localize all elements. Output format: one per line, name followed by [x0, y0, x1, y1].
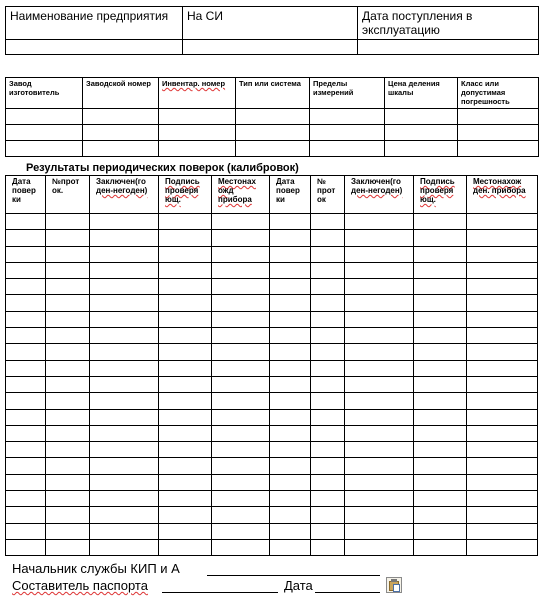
table-cell[interactable] [311, 409, 345, 425]
table-cell[interactable] [345, 311, 414, 327]
table-cell[interactable] [159, 507, 212, 523]
commission-date-cell: Дата поступления в эксплуатацию [358, 7, 539, 40]
table-cell[interactable] [212, 523, 270, 539]
table-cell[interactable] [467, 491, 538, 507]
results-section-title: Результаты периодических поверок (калибровок) [26, 162, 299, 174]
table-cell[interactable] [212, 344, 270, 360]
table-row [6, 393, 538, 409]
table-cell[interactable] [270, 474, 311, 490]
table-cell[interactable] [467, 262, 538, 278]
table-cell[interactable] [159, 425, 212, 441]
table-cell[interactable] [90, 311, 159, 327]
table-cell[interactable] [159, 376, 212, 392]
table-cell[interactable] [212, 409, 270, 425]
table-cell[interactable] [345, 523, 414, 539]
table-cell[interactable] [90, 214, 159, 230]
table-cell[interactable] [345, 474, 414, 490]
table-cell[interactable] [90, 458, 159, 474]
table-cell[interactable] [46, 539, 90, 555]
table-cell[interactable] [345, 230, 414, 246]
table-cell[interactable] [212, 539, 270, 555]
table-cell[interactable] [311, 344, 345, 360]
table-cell[interactable] [46, 230, 90, 246]
table-cell[interactable] [212, 262, 270, 278]
table-cell[interactable] [414, 491, 467, 507]
table-cell[interactable] [270, 425, 311, 441]
table-cell[interactable] [345, 328, 414, 344]
table-cell[interactable] [159, 295, 212, 311]
table-cell[interactable] [90, 360, 159, 376]
table-cell[interactable] [311, 539, 345, 555]
table-row [6, 125, 539, 141]
table-cell[interactable] [159, 230, 212, 246]
table-cell[interactable] [212, 458, 270, 474]
table-cell[interactable] [345, 425, 414, 441]
table-cell[interactable] [345, 491, 414, 507]
table-cell[interactable] [46, 311, 90, 327]
table-cell[interactable] [270, 376, 311, 392]
table-cell[interactable] [345, 442, 414, 458]
table-cell[interactable] [311, 523, 345, 539]
type-header: Тип или система [236, 78, 310, 109]
table-row [6, 109, 539, 125]
table-cell[interactable] [90, 262, 159, 278]
results-header-row [6, 176, 538, 214]
table-cell[interactable] [212, 393, 270, 409]
table-cell[interactable] [467, 311, 538, 327]
table-cell[interactable] [414, 246, 467, 262]
table-cell[interactable] [6, 344, 46, 360]
table-cell[interactable] [270, 311, 311, 327]
table-cell[interactable] [212, 491, 270, 507]
table-cell[interactable] [414, 360, 467, 376]
table-cell[interactable] [90, 393, 159, 409]
table-cell[interactable] [159, 523, 212, 539]
table-row [6, 409, 538, 425]
accuracy-class-header: Класс или допустимая погрешность [458, 78, 539, 109]
table-cell[interactable] [467, 425, 538, 441]
table-cell[interactable] [212, 230, 270, 246]
enterprise-name-cell: Наименование предприятия [6, 7, 183, 40]
table-cell[interactable] [311, 214, 345, 230]
table-row [6, 230, 538, 246]
table-cell[interactable] [345, 507, 414, 523]
table-cell[interactable] [212, 311, 270, 327]
table-cell[interactable] [46, 393, 90, 409]
table-row [6, 491, 538, 507]
table-cell[interactable] [159, 360, 212, 376]
table-cell[interactable] [212, 214, 270, 230]
table-cell[interactable] [467, 279, 538, 295]
table-cell[interactable] [6, 425, 46, 441]
table-cell[interactable] [311, 393, 345, 409]
table-cell[interactable] [90, 507, 159, 523]
results-table [5, 175, 538, 556]
table-cell[interactable] [414, 295, 467, 311]
table-cell[interactable] [46, 328, 90, 344]
table-cell[interactable] [311, 474, 345, 490]
table-cell[interactable] [270, 262, 311, 278]
check-date-header-2: Дата повер ки [270, 176, 311, 214]
table-cell[interactable] [212, 295, 270, 311]
table-cell[interactable] [467, 328, 538, 344]
table-cell[interactable] [159, 458, 212, 474]
table-cell[interactable] [212, 246, 270, 262]
table-cell[interactable] [270, 360, 311, 376]
table-cell[interactable] [414, 376, 467, 392]
table-cell[interactable] [467, 507, 538, 523]
inspector-signature-header-2: Подпись проверя ющ. [414, 176, 467, 214]
table-cell[interactable] [467, 246, 538, 262]
table-cell[interactable] [6, 279, 46, 295]
table-row [6, 442, 538, 458]
table-cell[interactable] [345, 393, 414, 409]
manufacturer-header: Завод изготовитель [6, 78, 83, 109]
table-cell[interactable] [159, 344, 212, 360]
kip-head-signature-line[interactable] [207, 575, 380, 576]
table-cell[interactable] [46, 491, 90, 507]
table-cell[interactable] [159, 409, 212, 425]
table-cell[interactable] [467, 214, 538, 230]
table-cell[interactable] [311, 262, 345, 278]
table-cell[interactable] [467, 523, 538, 539]
table-cell[interactable] [212, 425, 270, 441]
table-cell[interactable] [46, 246, 90, 262]
table-cell[interactable] [212, 507, 270, 523]
table-cell[interactable] [414, 425, 467, 441]
organization-header-row [6, 7, 539, 40]
instrument-header-row [6, 78, 539, 109]
date-line[interactable] [315, 592, 380, 593]
table-cell[interactable] [6, 295, 46, 311]
table-cell[interactable] [414, 458, 467, 474]
passport-author-label: Составитель паспорта [12, 578, 148, 593]
table-cell[interactable] [46, 295, 90, 311]
table-cell[interactable] [212, 279, 270, 295]
table-cell[interactable] [311, 458, 345, 474]
table-cell[interactable] [414, 474, 467, 490]
table-cell[interactable] [270, 409, 311, 425]
table-cell[interactable] [270, 214, 311, 230]
table-cell[interactable] [46, 474, 90, 490]
instrument-location-header: Местонах ожд прибора [212, 176, 270, 214]
table-cell[interactable] [46, 279, 90, 295]
table-cell[interactable] [270, 230, 311, 246]
table-row [6, 214, 538, 230]
table-row [6, 458, 538, 474]
table-cell[interactable] [345, 214, 414, 230]
table-cell[interactable] [414, 409, 467, 425]
table-cell[interactable] [90, 230, 159, 246]
table-row [6, 425, 538, 441]
table-cell[interactable] [345, 262, 414, 278]
table-cell[interactable] [159, 393, 212, 409]
table-cell[interactable] [90, 474, 159, 490]
table-cell[interactable] [159, 262, 212, 278]
table-row [6, 246, 538, 262]
kip-head-label: Начальник службы КИП и А [12, 561, 180, 576]
table-cell[interactable] [414, 230, 467, 246]
table-cell[interactable] [6, 360, 46, 376]
table-cell[interactable] [212, 376, 270, 392]
table-cell[interactable] [311, 246, 345, 262]
table-cell[interactable] [414, 507, 467, 523]
table-cell[interactable] [270, 328, 311, 344]
table-cell[interactable] [46, 425, 90, 441]
table-cell[interactable] [467, 474, 538, 490]
table-cell[interactable] [345, 246, 414, 262]
table-cell[interactable] [414, 262, 467, 278]
table-cell[interactable] [414, 523, 467, 539]
measuring-instrument-cell: На СИ [183, 7, 358, 40]
table-cell[interactable] [212, 474, 270, 490]
table-cell[interactable] [46, 442, 90, 458]
table-cell[interactable] [311, 425, 345, 441]
table-cell[interactable] [414, 214, 467, 230]
table-cell[interactable] [46, 344, 90, 360]
conclusion-header-2: Заключен(го ден-негоден) [345, 176, 414, 214]
table-cell[interactable] [6, 376, 46, 392]
table-cell[interactable] [270, 523, 311, 539]
table-cell[interactable] [159, 328, 212, 344]
table-cell[interactable] [46, 376, 90, 392]
protocol-number-header-2: № прот ок [311, 176, 345, 214]
table-row [6, 328, 538, 344]
table-cell[interactable] [270, 442, 311, 458]
table-cell[interactable] [6, 474, 46, 490]
organization-table [5, 6, 539, 55]
table-cell[interactable] [6, 442, 46, 458]
table-cell[interactable] [159, 279, 212, 295]
table-cell[interactable] [159, 539, 212, 555]
table-cell[interactable] [6, 262, 46, 278]
table-cell[interactable] [6, 328, 46, 344]
table-cell[interactable] [90, 442, 159, 458]
table-cell[interactable] [6, 539, 46, 555]
table-cell[interactable] [46, 507, 90, 523]
table-cell[interactable] [46, 214, 90, 230]
table-cell[interactable] [270, 458, 311, 474]
table-cell[interactable] [414, 539, 467, 555]
table-cell[interactable] [414, 393, 467, 409]
table-cell[interactable] [467, 409, 538, 425]
check-date-header: Дата повер ки [6, 176, 46, 214]
table-cell[interactable] [467, 360, 538, 376]
table-row [6, 344, 538, 360]
table-cell[interactable] [311, 442, 345, 458]
table-cell[interactable] [414, 279, 467, 295]
table-cell[interactable] [345, 344, 414, 360]
table-cell[interactable] [6, 246, 46, 262]
table-cell[interactable] [467, 230, 538, 246]
date-label: Дата [284, 578, 313, 593]
table-cell[interactable] [90, 295, 159, 311]
table-cell[interactable] [90, 344, 159, 360]
inventory-number-header: Инвентар. номер [159, 78, 236, 109]
table-cell[interactable] [311, 311, 345, 327]
table-cell[interactable] [414, 328, 467, 344]
table-cell[interactable] [159, 474, 212, 490]
table-cell[interactable] [345, 409, 414, 425]
table-cell[interactable] [90, 539, 159, 555]
table-cell[interactable] [467, 393, 538, 409]
table-row [6, 360, 538, 376]
table-cell[interactable] [311, 491, 345, 507]
instrument-location-header-2: Местонахож ден. прибора [467, 176, 538, 214]
table-row [6, 262, 538, 278]
table-cell[interactable] [90, 523, 159, 539]
table-cell[interactable] [467, 539, 538, 555]
table-cell[interactable] [90, 376, 159, 392]
table-cell[interactable] [345, 295, 414, 311]
table-cell[interactable] [311, 328, 345, 344]
table-cell[interactable] [414, 311, 467, 327]
table-cell[interactable] [46, 523, 90, 539]
table-cell[interactable] [46, 458, 90, 474]
table-row [6, 295, 538, 311]
table-cell[interactable] [311, 230, 345, 246]
table-cell[interactable] [270, 507, 311, 523]
organization-empty-row [6, 40, 539, 55]
table-cell[interactable] [6, 523, 46, 539]
table-cell[interactable] [270, 344, 311, 360]
author-signature-line[interactable] [162, 592, 278, 593]
table-row [6, 141, 539, 157]
protocol-number-header: №прот ок. [46, 176, 90, 214]
table-cell[interactable] [345, 458, 414, 474]
paste-options-icon[interactable] [386, 577, 402, 593]
table-cell[interactable] [6, 311, 46, 327]
table-cell[interactable] [6, 230, 46, 246]
table-cell[interactable] [212, 328, 270, 344]
table-row [6, 279, 538, 295]
table-cell[interactable] [311, 295, 345, 311]
table-cell[interactable] [345, 360, 414, 376]
table-cell[interactable] [311, 376, 345, 392]
table-cell[interactable] [345, 539, 414, 555]
table-cell[interactable] [270, 246, 311, 262]
table-cell[interactable] [311, 507, 345, 523]
table-cell[interactable] [90, 409, 159, 425]
table-cell[interactable] [46, 360, 90, 376]
table-cell[interactable] [467, 344, 538, 360]
table-cell[interactable] [90, 491, 159, 507]
table-cell[interactable] [159, 311, 212, 327]
scale-division-header: Цена деления шкалы [385, 78, 458, 109]
serial-number-header: Заводской номер [83, 78, 159, 109]
table-cell[interactable] [90, 425, 159, 441]
table-cell[interactable] [467, 442, 538, 458]
table-cell[interactable] [270, 393, 311, 409]
conclusion-header: Заключен(го ден-негоден) [90, 176, 159, 214]
table-cell[interactable] [159, 214, 212, 230]
table-cell[interactable] [270, 279, 311, 295]
table-cell[interactable] [90, 246, 159, 262]
table-cell[interactable] [90, 328, 159, 344]
table-row [6, 539, 538, 555]
table-cell[interactable] [345, 376, 414, 392]
measurement-range-header: Пределы измерений [310, 78, 385, 109]
table-cell[interactable] [212, 360, 270, 376]
inspector-signature-header: Подпись проверя ющ. [159, 176, 212, 214]
table-cell[interactable] [159, 442, 212, 458]
table-cell[interactable] [467, 458, 538, 474]
table-cell[interactable] [6, 458, 46, 474]
table-cell[interactable] [467, 295, 538, 311]
table-cell[interactable] [212, 442, 270, 458]
table-row [6, 311, 538, 327]
table-cell[interactable] [6, 409, 46, 425]
table-cell[interactable] [6, 393, 46, 409]
table-cell[interactable] [46, 409, 90, 425]
table-row [6, 376, 538, 392]
table-cell[interactable] [46, 262, 90, 278]
table-cell[interactable] [90, 279, 159, 295]
table-cell[interactable] [345, 279, 414, 295]
table-cell[interactable] [270, 295, 311, 311]
table-cell[interactable] [311, 360, 345, 376]
table-row [6, 474, 538, 490]
table-cell[interactable] [270, 539, 311, 555]
table-cell[interactable] [6, 491, 46, 507]
table-cell[interactable] [159, 246, 212, 262]
table-row [6, 507, 538, 523]
table-row [6, 523, 538, 539]
table-cell[interactable] [467, 376, 538, 392]
table-cell[interactable] [414, 344, 467, 360]
table-cell[interactable] [159, 491, 212, 507]
table-cell[interactable] [270, 491, 311, 507]
table-cell[interactable] [414, 442, 467, 458]
instrument-table [5, 77, 539, 157]
table-cell[interactable] [6, 507, 46, 523]
table-cell[interactable] [6, 214, 46, 230]
table-cell[interactable] [311, 279, 345, 295]
